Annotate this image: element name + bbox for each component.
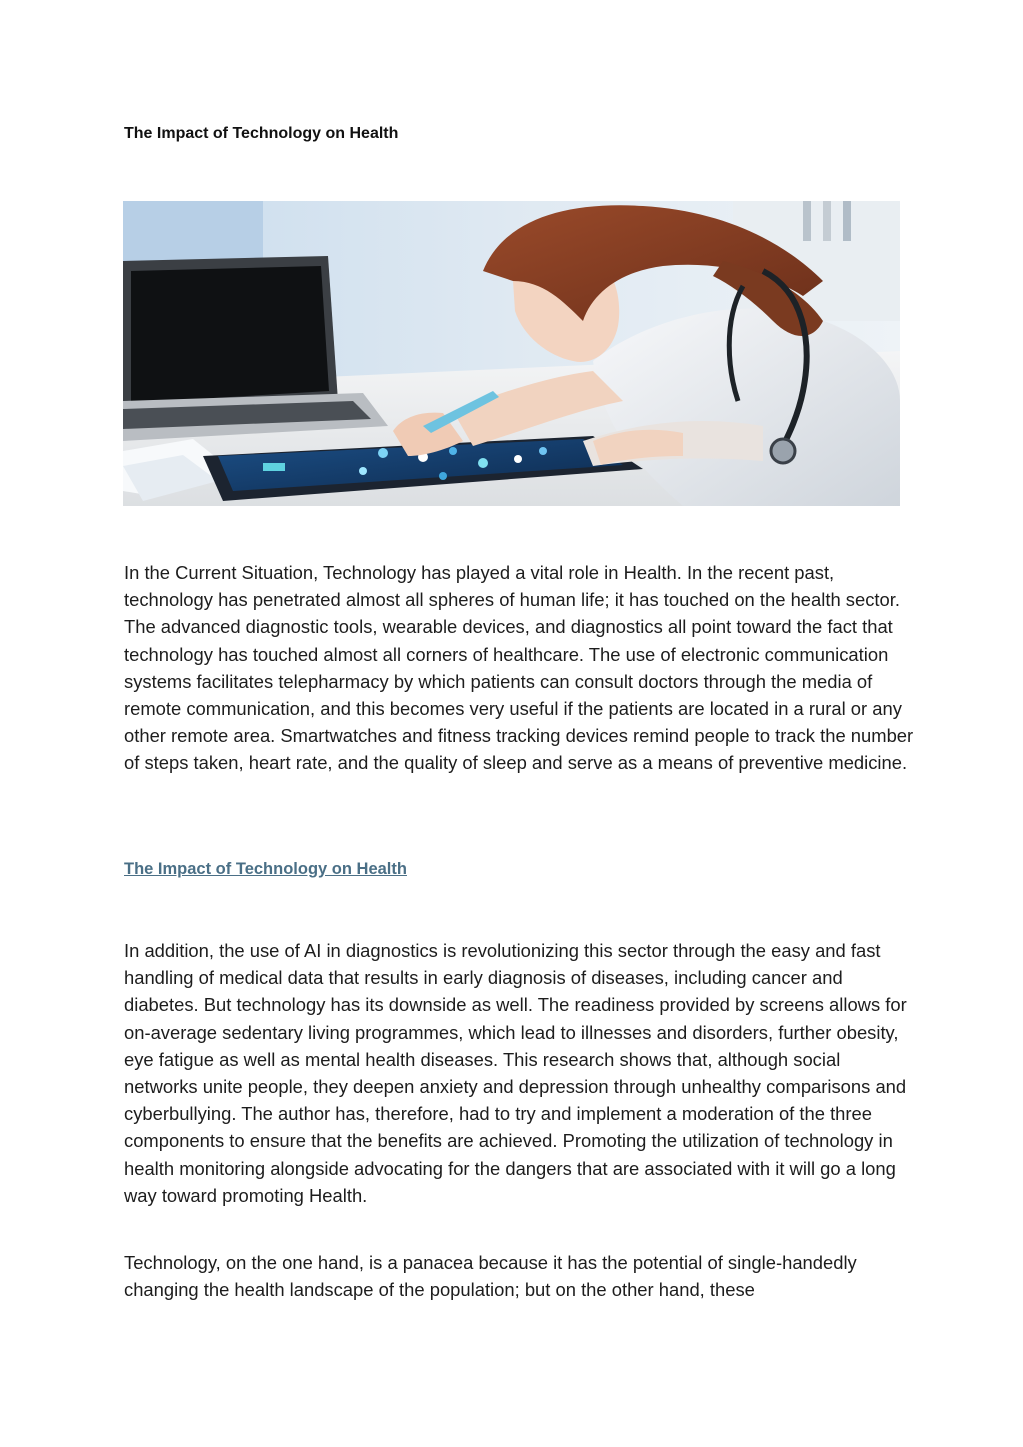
body-paragraph: In addition, the use of AI in diagnostics is revolutionizing this sector through the easy and fast handling of medical data that results in early diagnosis of diseases, including cancer and diabetes. But technology has its downside as well. The readiness provided by screens allows for on-average sedentary living programmes, which lead to illnesses and disorders, further obesity, eye fatigue as well as mental health diseases. This research shows that, although social networks unite people, they deepen anxiety and depression through unhealthy comparisons and cyberbullying. The author has, therefore, had to try and implement a moderation of the three components to ensure that the benefits are achieved. Promoting the utilization of technology in health monitoring alongside advocating for the dangers that are associated with it will go a long way toward promoting Health. [124,940,907,1206]
closing-paragraph: Technology, on the one hand, is a panacea because it has the potential of single-handedly changing the health landscape of the population; but on the other hand, these [124,1252,857,1301]
doctor-using-tablet-photo [123,201,900,506]
document-title: The Impact of Technology on Health [124,125,399,142]
section-heading-link[interactable]: The Impact of Technology on Health [124,860,407,878]
intro-paragraph: In the Current Situation, Technology has played a vital role in Health. In the recent past, technology has penetrated almost all spheres of human life; it has touched on the health sector. The advanced diagnostic tools, wearable devices, and diagnostics all point toward the fact that technology has touched almost all corners of healthcare. The use of electronic communication systems facilitates telepharmacy by which patients can consult doctors through the media of remote communication, and this becomes very useful if the patients are located in a rural or any other remote area. Smartwatches and fitness tracking devices remind people to track the number of steps taken, heart rate, and the quality of sleep and serve as a means of preventive medicine. [124,562,914,774]
